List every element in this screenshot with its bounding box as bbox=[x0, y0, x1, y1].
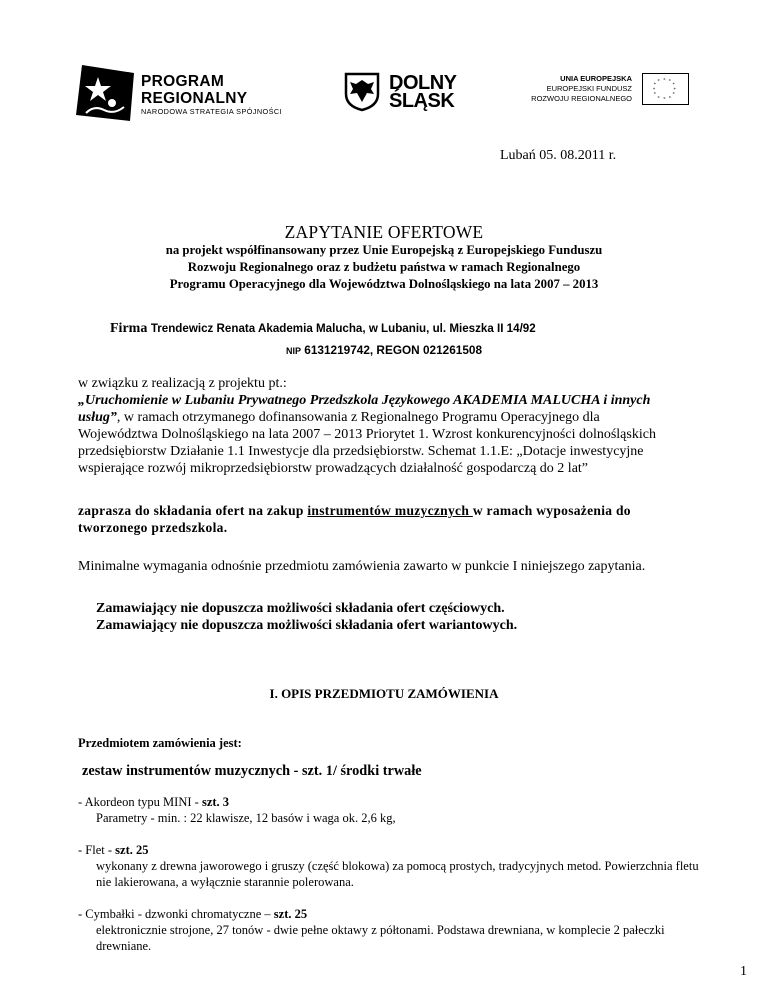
svg-text:*: * bbox=[657, 96, 660, 102]
intro-paragraph: w związku z realizacją z projektu pt.: „Uruchomienie w Lubaniu Prywatnego Przedszkola Językowego AKADEMIA MALUCHA i innych usług”, w ramach otrzymanego dofinansowania z Regionalnego Programu Operacyjnego dla Województwa Dolnośląskiego na lata 2007 – 2013 Priorytet 1. Wzrost konkurencyjności dolnośląskich przedsiębiorstw Działanie 1.1 Inwestycje dla przedsiębiorstw. Schemat 1.1.E: „Dotacje inwestycyjne wspierające rozwój mikroprzedsiębiorstw prowadzących działalność gospodarczą do 2 lat” bbox=[78, 376, 656, 476]
program-regionalny-title: PROGRAM REGIONALNY bbox=[141, 73, 248, 107]
svg-text:*: * bbox=[653, 83, 657, 89]
svg-text:*: * bbox=[673, 87, 676, 93]
eu-flag-icon bbox=[642, 73, 689, 105]
dolny-slask-eagle-icon bbox=[344, 72, 380, 112]
svg-text:*: * bbox=[663, 97, 666, 103]
dolny-slask-wordmark: DOLNY ŚLĄSK bbox=[389, 72, 457, 112]
svg-text:*: * bbox=[668, 96, 672, 102]
restrictions-notes: Zamawiający nie dopuszcza możliwości składania ofert częściowych. Zamawiający nie dopuszcza możliwości składania ofert wariantowych. bbox=[96, 601, 518, 633]
list-item: - Cymbałki - dzwonki chromatyczne – szt. 25 elektronicznie strojone, 27 tonów - dwie pełne oktawy z półtonami. Podstawa drewniana, w komplecie 2 pałeczki drewniane. bbox=[78, 907, 665, 953]
company-name: Firma Trendewicz Renata Akademia Malucha, w Lubaniu, ul. Mieszka II 14/92 bbox=[110, 321, 536, 336]
document-subtitle: na projekt współfinansowany przez Unie Europejską z Europejskiego Funduszu Rozwoju Regionalnego oraz z budżetu państwa w ramach Regionalnego Programu Operacyjnego dla Województwa Dolnośląskiego na lata 2007 – 2013 bbox=[165, 243, 603, 291]
svg-text:*: * bbox=[668, 79, 672, 85]
svg-text:*: * bbox=[663, 78, 666, 84]
min-requirements-paragraph: Minimalne wymagania odnośnie przedmiotu zamówienia zawarto w punkcie I niniejszego zapytania. bbox=[78, 559, 646, 574]
svg-text:*: * bbox=[652, 87, 656, 93]
set-heading: zestaw instrumentów muzycznych - szt. 1/ środki trwałe bbox=[82, 763, 422, 779]
document-date: Lubań 05. 08.2011 r. bbox=[500, 148, 617, 163]
page-number: 1 bbox=[740, 964, 747, 979]
list-item: - Flet - szt. 25 wykonany z drewna jaworowego i gruszy (część blokowa) za pomocą prostych, tradycyjnych metod. Powierzchnia fletu nie lakierowana, a wyłącznie starannie polerowana. bbox=[78, 843, 699, 889]
section-heading: I. OPIS PRZEDMIOTU ZAMÓWIENIA bbox=[269, 686, 499, 701]
svg-text:*: * bbox=[657, 79, 660, 85]
invitation-paragraph: zaprasza do składania ofert na zakup instrumentów muzycznych w ramach wyposażenia do tworzonego przedszkola. bbox=[78, 503, 631, 535]
program-regionalny-logo-icon bbox=[74, 63, 136, 123]
document-title: ZAPYTANIE OFERTOWE bbox=[284, 222, 484, 242]
company-ids: NIP 6131219742, REGON 021261508 bbox=[285, 343, 483, 357]
list-item: - Akordeon typu MINI - szt. 3 Parametry - min. : 22 klawisze, 12 basów i waga ok. 2,6 kg, bbox=[78, 795, 396, 825]
program-regionalny-subtitle: NARODOWA STRATEGIA SPÓJNOŚCI bbox=[141, 107, 282, 116]
svg-text:*: * bbox=[672, 83, 675, 89]
svg-text:*: * bbox=[672, 92, 675, 98]
svg-text:*: * bbox=[653, 92, 657, 98]
eu-fund-text: UNIA EUROPEJSKA EUROPEJSKI FUNDUSZ ROZWOJU REGIONALNEGO bbox=[531, 74, 632, 103]
subject-label: Przedmiotem zamówienia jest: bbox=[78, 736, 242, 750]
